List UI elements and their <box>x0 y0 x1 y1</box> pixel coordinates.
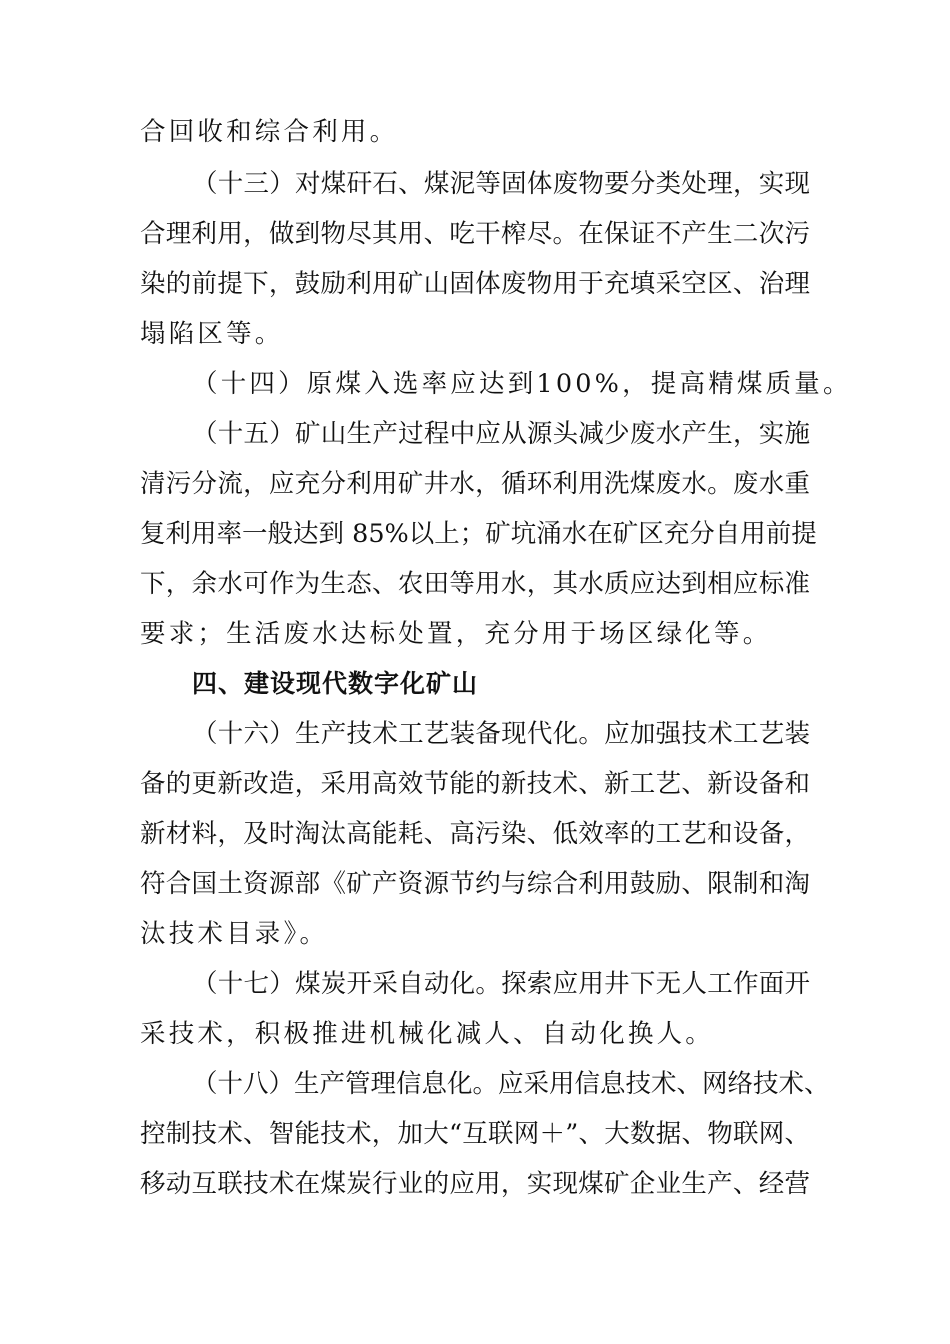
text-line: 控制技术、智能技术，加大“互联网＋”、大数据、物联网、 <box>140 1119 810 1149</box>
text-line: 汰技术目录》。 <box>140 919 329 949</box>
text-line: 备的更新改造，采用高效节能的新技术、新工艺、新设备和 <box>140 769 810 799</box>
text-line: （十四）原煤入选率应达到100%，提高精煤质量。 <box>192 369 852 399</box>
text-line: 合回收和综合利用。 <box>140 117 399 147</box>
text-line: 下，余水可作为生态、农田等用水，其水质应达到相应标准 <box>140 569 810 599</box>
text-line: 新材料，及时淘汰高能耗、高污染、低效率的工艺和设备， <box>140 819 810 849</box>
text-line: 染的前提下，鼓励利用矿山固体废物用于充填采空区、治理 <box>140 269 810 299</box>
text-line: 复利用率一般达到 85%以上；矿坑涌水在矿区充分自用前提 <box>140 519 817 549</box>
text-line: （十八）生产管理信息化。应采用信息技术、网络技术、 <box>192 1069 830 1099</box>
text-line: 塌陷区等。 <box>140 319 284 349</box>
section-heading: 四、建设现代数字化矿山 <box>192 669 479 698</box>
text-line: （十七）煤炭开采自动化。探索应用井下无人工作面开 <box>192 969 810 999</box>
text-line: （十五）矿山生产过程中应从源头减少废水产生，实施 <box>192 419 810 449</box>
text-line: 符合国土资源部《矿产资源节约与综合利用鼓励、限制和淘 <box>140 869 810 899</box>
text-line: 合理利用，做到物尽其用、吃干榨尽。在保证不产生二次污 <box>140 219 810 249</box>
text-line: 移动互联技术在煤炭行业的应用，实现煤矿企业生产、经营 <box>140 1169 810 1199</box>
text-line: 采技术，积极推进机械化减人、自动化换人。 <box>140 1019 715 1049</box>
text-line: （十六）生产技术工艺装备现代化。应加强技术工艺装 <box>192 719 810 749</box>
text-line: 要求；生活废水达标处置，充分用于场区绿化等。 <box>140 619 772 649</box>
text-line: 清污分流，应充分利用矿井水，循环利用洗煤废水。废水重 <box>140 469 810 499</box>
text-line: （十三）对煤矸石、煤泥等固体废物要分类处理，实现 <box>192 169 810 199</box>
